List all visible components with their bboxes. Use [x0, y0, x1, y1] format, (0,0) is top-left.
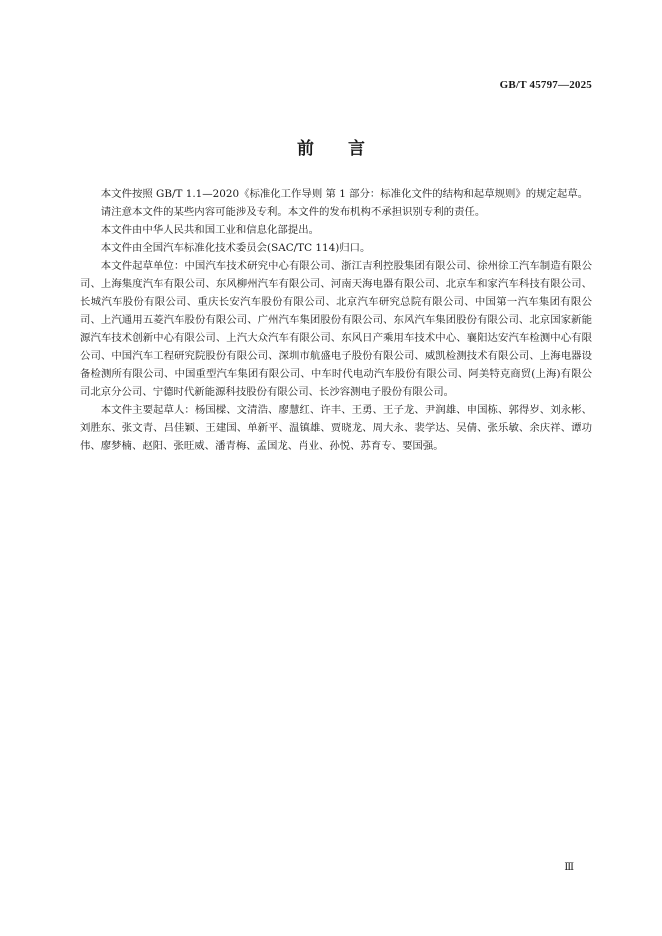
paragraph-main-drafters: 本文件主要起草人：杨国樑、文清浩、廖慧红、许丰、王勇、王子龙、尹润雄、申国栋、郭得岁、刘永彬、刘胜东、张文青、吕佳颖、王建国、单新平、温镇雄、贾晓龙、周大永、裴学达、吴倩、张乐敏、余庆祥、谭功伟、廖梦楠、赵阳、张旺威、潘青梅、孟国龙、肖业、孙悦、苏育专、要国强。	[80, 404, 592, 452]
paragraph-drafting-organizations: 本文件起草单位：中国汽车技术研究中心有限公司、浙江吉利控股集团有限公司、徐州徐工汽车制造有限公司、上海集度汽车有限公司、东风柳州汽车有限公司、河南天海电器有限公司、北京车和家汽车科技有限公司、长城汽车股份有限公司、重庆长安汽车股份有限公司、北京汽车研究总院有限公司、中国第一汽车集团有限公司、上汽通用五菱汽车股份有限公司、广州汽车集团股份有限公司、东风汽车集团股份有限公司、北京国家新能源汽车技术创新中心有限公司、上汽大众汽车有限公司、东风日产乘用车技术中心、襄阳达安汽车检测中心有限公司、中国汽车工程研究院股份有限公司、深圳市航盛电子股份有限公司、威凯检测技术有限公司、上海电器设备检测所有限公司、中国重型汽车集团有限公司、中车时代电动汽车股份有限公司、阿美特克商贸(上海)有限公司北京分公司、宁德时代新能源科技股份有限公司、长沙容测电子股份有限公司。	[80, 260, 592, 398]
page-title: 前言	[297, 139, 399, 159]
page-number: Ⅲ	[564, 862, 574, 873]
paragraph-centralized-management: 本文件由全国汽车标准化技术委员会(SAC/TC 114)归口。	[100, 242, 371, 254]
paragraph-proposer: 本文件由中华人民共和国工业和信息化部提出。	[100, 224, 319, 236]
foreword-body	[80, 185, 592, 455]
paragraph-patent-notice: 请注意本文件的某些内容可能涉及专利。本文件的发布机构不承担识别专利的责任。	[100, 206, 486, 218]
paragraph-drafting-rules: 本文件按照 GB/T 1.1—2020《标准化工作导则 第 1 部分：标准化文件的结构和起草规则》的规定起草。	[100, 188, 589, 200]
standard-number: GB/T 45797—2025	[499, 79, 592, 91]
